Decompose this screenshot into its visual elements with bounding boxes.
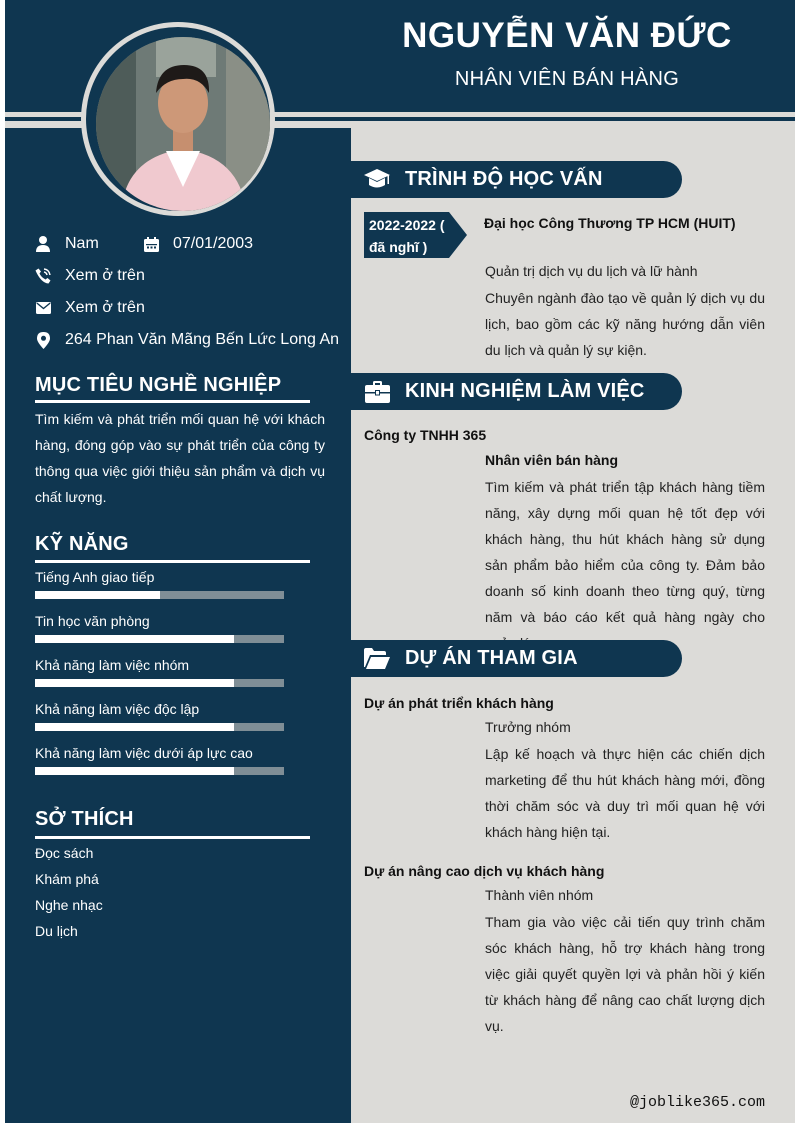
gender-value: Nam (65, 235, 99, 252)
skill-bar (35, 723, 284, 731)
objective-text: Tìm kiếm và phát triển mối quan hệ với khách hàng, đóng góp vào sự phát triển của công ty thông qua việc giới thiệu sản phẩm và dịch vụ chất lượng. (35, 411, 325, 505)
hobby-item: Đọc sách (35, 845, 94, 861)
skill-bar (35, 767, 284, 775)
experience-description: Tìm kiếm và phát triển tập khách hàng tiềm năng, xây dựng mối quan hệ tốt đẹp với khách hàng, thu hút khách hàng sử dụng sản phẩm bảo hiểm của công ty. Đảm bảo doanh số kinh doanh theo từng quý, từng năm và báo cáo kết quả hàng ngày cho (485, 479, 765, 625)
skill-label: Tin học văn phòng (35, 613, 150, 629)
education-heading: TRÌNH ĐỘ HỌC VẤN (405, 168, 603, 190)
email-row (35, 296, 145, 320)
candidate-name: NGUYỄN VĂN ĐỨC (402, 16, 732, 55)
skill-bar-fill (35, 679, 234, 687)
address-value: 264 Phan Văn Mãng Bến Lức Long An (65, 331, 340, 348)
education-description: Chuyên ngành đào tạo về quản lý dịch vụ du lịch, bao gồm các kỹ năng hướng dẫn viên du lịch và quản lý sự kiện. (485, 290, 765, 358)
envelope-icon (35, 300, 51, 316)
project-name: Dự án nâng cao dịch vụ khách hàng (364, 863, 605, 879)
birthday-value: 07/01/2003 (173, 235, 254, 252)
education-section-header (351, 161, 682, 198)
person-icon (35, 236, 51, 252)
avatar (96, 37, 270, 211)
birthday-row (143, 232, 253, 256)
project-description: Lập kế hoạch và thực hiện các chiến dịch marketing để thu hút khách hàng mới, đồng thời chăm sóc và duy trì mối quan hệ với khách hàng hiện tại. (485, 746, 765, 840)
graduation-cap-icon (364, 167, 390, 193)
map-pin-icon (35, 332, 51, 348)
hobbies-rule (35, 836, 310, 839)
gender-row (35, 232, 99, 256)
experience-heading: KINH NGHIỆM LÀM VIỆC (405, 380, 645, 402)
project-description: Tham gia vào việc cải tiến quy trình chăm sóc khách hàng, hỗ trợ khách hàng trong việc giải quyết quyền lợi và phản hồi ý kiến từ khách hàng để nâng cao chất lượng dịch vụ. (485, 914, 765, 1034)
skill-label: Khả năng làm việc độc lập (35, 701, 200, 717)
hobby-item: Nghe nhạc (35, 897, 103, 913)
education-school: Đại học Công Thương TP HCM (HUIT) (484, 215, 736, 231)
email-value: Xem ở trên (65, 299, 145, 316)
skills-heading: KỸ NĂNG (35, 533, 129, 555)
skill-bar (35, 635, 284, 643)
folder-open-icon (364, 646, 390, 672)
address-row (35, 328, 339, 352)
skills-rule (35, 560, 310, 563)
education-period: 2022-2022 ( đã nghĩ ) (369, 217, 445, 255)
skill-bar-fill (35, 767, 234, 775)
project-name: Dự án phát triển khách hàng (364, 695, 554, 711)
skill-bar-fill (35, 635, 234, 643)
avatar-frame (81, 22, 275, 216)
objective-rule (35, 400, 310, 403)
skill-bar (35, 679, 284, 687)
education-major: Quản trị dịch vụ du lịch và lữ hành (485, 263, 698, 279)
skill-bar (35, 591, 284, 599)
project-role: Trưởng nhóm (485, 719, 571, 735)
skill-label: Tiếng Anh giao tiếp (35, 569, 155, 585)
briefcase-icon (364, 379, 390, 405)
education-period-tag (364, 212, 467, 258)
experience-position: Nhân viên bán hàng (485, 452, 619, 468)
objective-heading: MỤC TIÊU NGHỀ NGHIỆP (35, 374, 282, 396)
hobby-item: Khám phá (35, 871, 99, 887)
calendar-icon (143, 236, 159, 252)
avatar-photo (96, 37, 270, 211)
projects-heading: DỰ ÁN THAM GIA (405, 647, 578, 669)
skill-label: Khả năng làm việc nhóm (35, 657, 190, 673)
projects-section-header (351, 640, 682, 677)
experience-company: Công ty TNHH 365 (364, 427, 487, 443)
hobby-item: Du lịch (35, 923, 78, 939)
project-role: Thành viên nhóm (485, 887, 594, 903)
phone-icon (35, 268, 51, 284)
hobbies-heading: SỞ THÍCH (35, 808, 134, 830)
cv-page (5, 0, 795, 1123)
skill-bar-fill (35, 723, 234, 731)
skill-bar-fill (35, 591, 160, 599)
phone-row (35, 264, 145, 288)
candidate-job-title: NHÂN VIÊN BÁN HÀNG (454, 68, 680, 90)
skill-label: Khả năng làm việc dưới áp lực cao (35, 745, 253, 761)
phone-value: Xem ở trên (65, 267, 145, 284)
experience-section-header (351, 373, 682, 410)
watermark: @joblike365.com (629, 1094, 765, 1111)
